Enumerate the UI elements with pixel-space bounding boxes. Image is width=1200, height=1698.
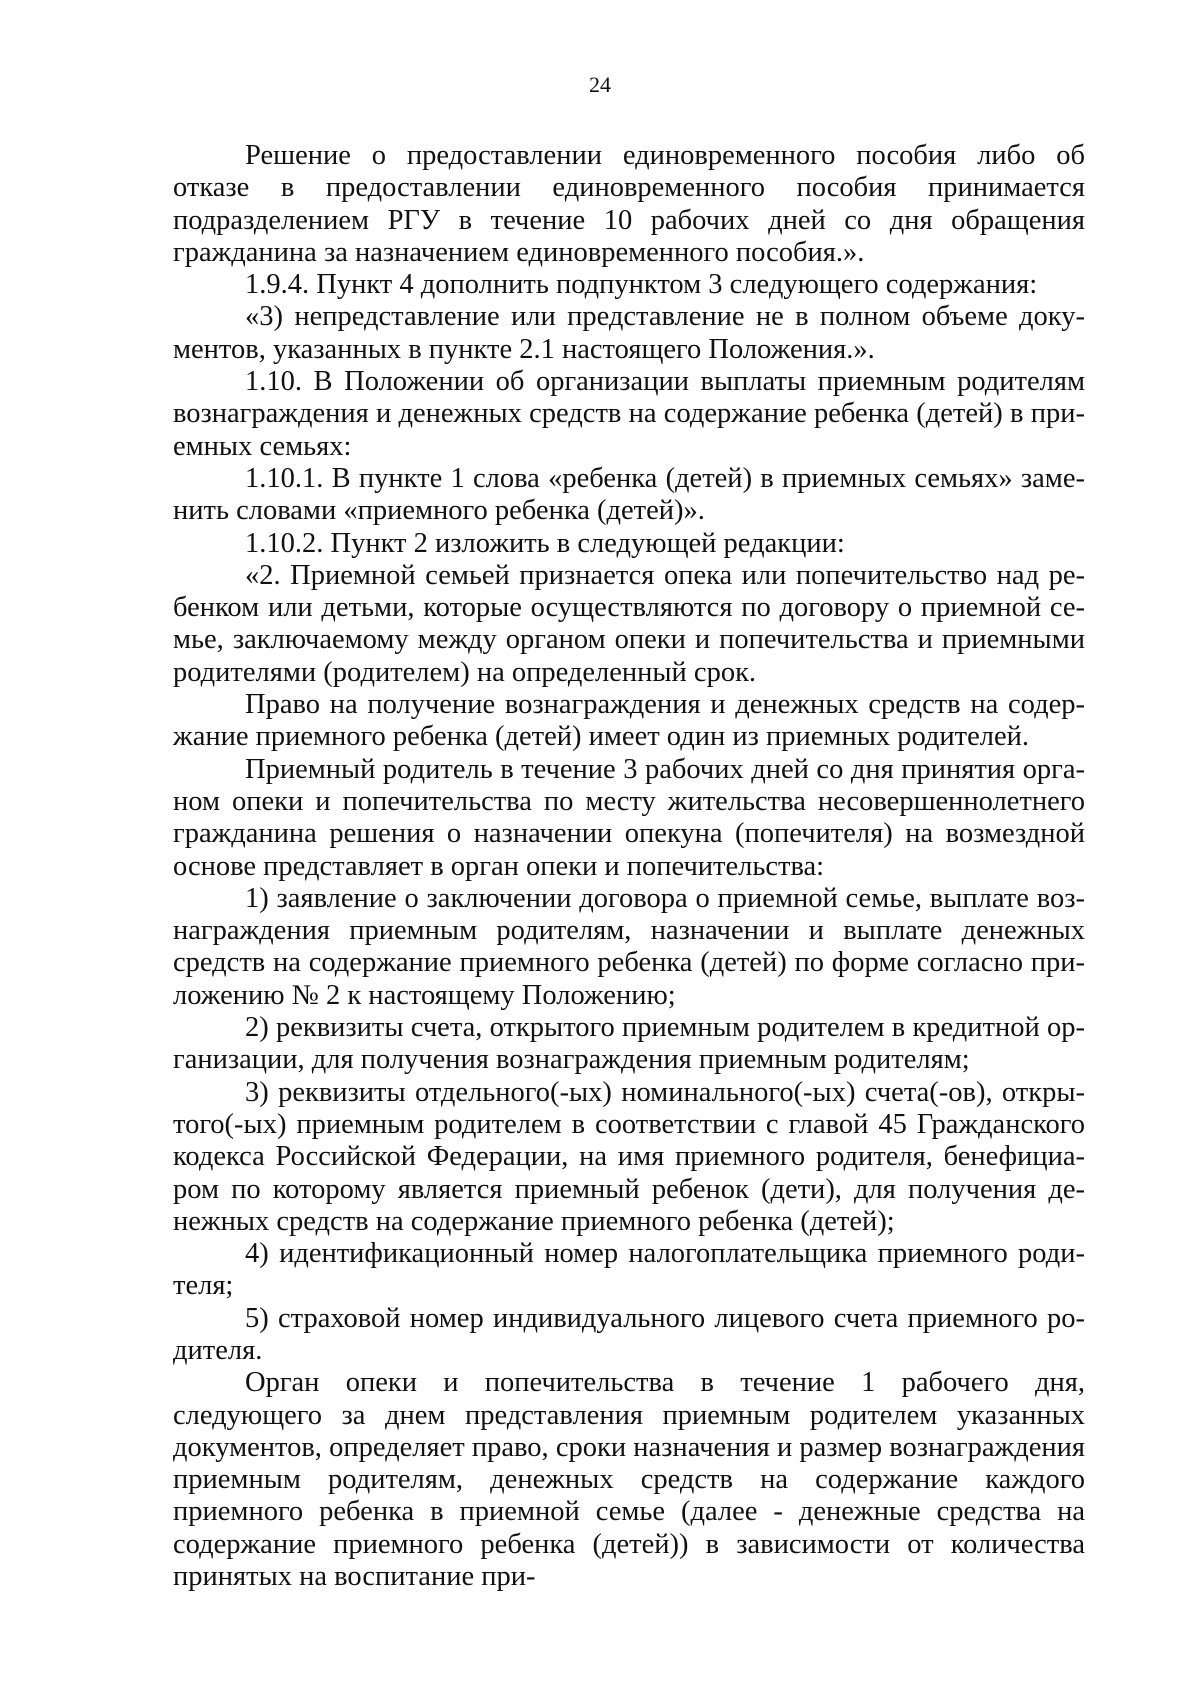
document-body bbox=[173, 140, 1085, 1593]
paragraph-8: Право на получение вознаграждения и денежных средств на содержание приемного ребенка (детей) имеет один из приемных родителей. bbox=[173, 689, 1085, 753]
paragraph-9: Приемный родитель в течение 3 рабочих дней со дня принятия органом опеки и попечительства по месту жительства несовершеннолетнего гражданина решения о назначении опекуна (попечителя) на возмездной основе представляет в орган опеки и попечительства: bbox=[173, 753, 1085, 882]
paragraph-14: 5) страховой номер индивидуального лицевого счета приемного родителя. bbox=[173, 1302, 1085, 1366]
paragraph-12: 3) реквизиты отдельного(-ых) номинального(-ых) счета(-ов), открытого(-ых) приемным родителем в соответствии с главой 45 Гражданского кодекса Российской Федерации, на имя приемного родителя, бенефициаром по которому является приемный ребенок (дети), для получения денежных средств на содержание приемного ребенка (детей); bbox=[173, 1076, 1085, 1237]
paragraph-13: 4) идентификационный номер налогоплательщика приемного родителя; bbox=[173, 1238, 1085, 1302]
paragraph-3: «3) непредставление или представление не в полном объеме документов, указанных в пункте 2.1 настоящего Положения.». bbox=[173, 301, 1085, 365]
paragraph-5: 1.10.1. В пункте 1 слова «ребенка (детей) в приемных семьях» заменить словами «приемного ребенка (детей)». bbox=[173, 462, 1085, 527]
paragraph-7: «2. Приемной семьей признается опека или попечительство над ребенком или детьми, которые осуществляются по договору о приемной семье, заключаемому между органом опеки и попечительства и приемными родителями (родителем) на определенный срок. bbox=[173, 559, 1085, 688]
paragraph-1: Решение о предоставлении единовременного пособия либо об отказе в предоставлении единовременного пособия принимается подразделением РГУ в течение 10 рабочих дней со дня обращения гражданина за назначением единовременного пособия.». bbox=[173, 140, 1085, 268]
paragraph-4: 1.10. В Положении об организации выплаты приемным родителям вознаграждения и денежных средств на содержание ребенка (детей) в приемных семьях: bbox=[173, 366, 1085, 462]
paragraph-10: 1) заявление о заключении договора о приемной семье, выплате вознаграждения приемным родителям, назначении и выплате денежных средств на содержание приемного ребенка (детей) по форме согласно приложению № 2 к настоящему Положению; bbox=[173, 882, 1085, 1011]
paragraph-15: Орган опеки и попечительства в течение 1 рабочего дня, следующего за днем представления приемным родителем указанных документов, определяет право, сроки назначения и размер вознаграждения приемным родителям, денежных средств на содержание каждого приемного ребенка в приемной семье (далее - денежные средства на содержание приемного ребенка (детей)) в зависимости от количества принятых на воспитание при- bbox=[173, 1367, 1085, 1593]
paragraph-6: 1.10.2. Пункт 2 изложить в следующей редакции: bbox=[245, 527, 845, 559]
page-number: 24 bbox=[589, 72, 611, 97]
paragraph-2: 1.9.4. Пункт 4 дополнить подпунктом 3 следующего содержания: bbox=[245, 269, 1038, 301]
paragraph-11: 2) реквизиты счета, открытого приемным родителем в кредитной организации, для получения вознаграждения приемным родителям; bbox=[173, 1012, 1085, 1076]
